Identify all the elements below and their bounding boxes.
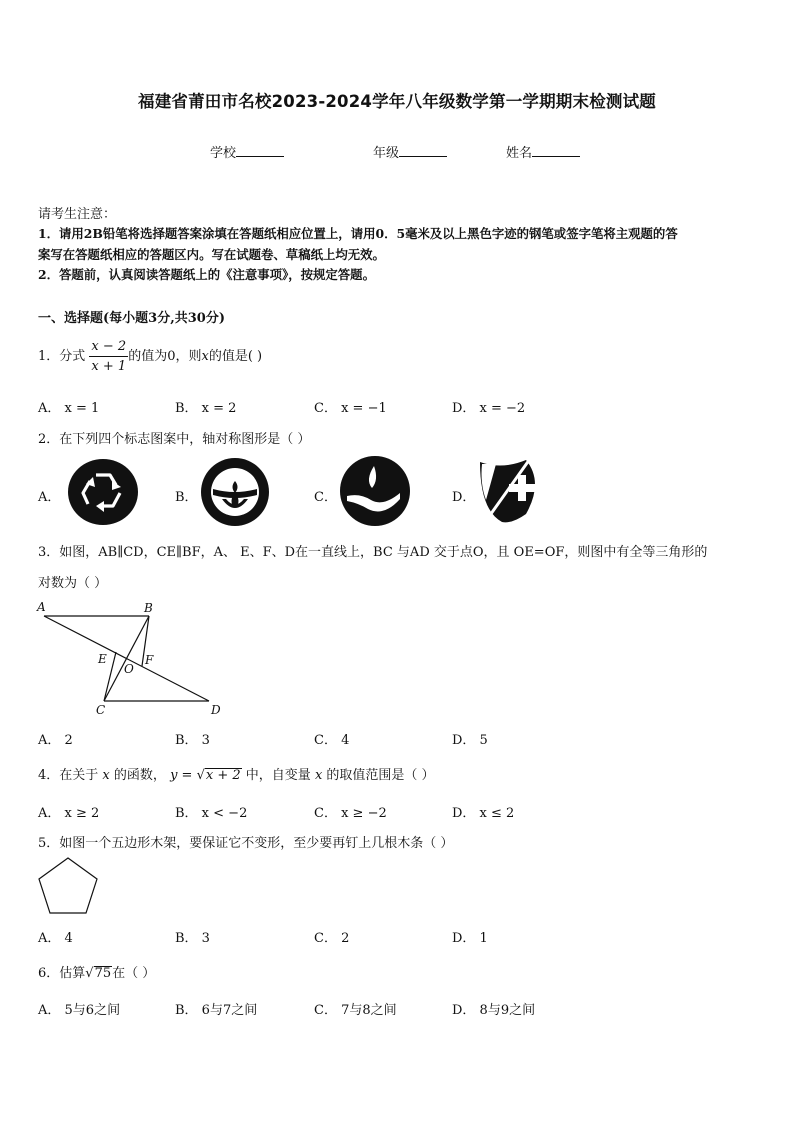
q6-suffix: 在（ ） — [112, 966, 156, 981]
medical-cross-logo-icon — [474, 456, 546, 526]
point-d-label: D — [211, 703, 221, 717]
emblem-logo-icon — [200, 457, 270, 527]
q4-option-c: C． x ≥ −2 — [314, 806, 387, 821]
q6-radicand: 75 — [94, 966, 112, 981]
q3-option-a: A． 2 — [38, 733, 73, 748]
question-4-stem — [38, 764, 435, 783]
q6-option-d: D． 8与9之间 — [452, 1003, 536, 1018]
q3-option-b: B． 3 — [175, 733, 210, 748]
notice-heading: 请考生注意： — [38, 207, 117, 222]
notice-item-1-line-1: 1．请用2B铅笔将选择题答案涂填在答题纸相应位置上，请用0．5毫米及以上黑色字迹的钢笔或签字笔将主观题的答 — [38, 226, 678, 241]
q6-option-a: A． 5与6之间 — [38, 1003, 121, 1018]
q4-option-a: A． x ≥ 2 — [38, 806, 100, 821]
q1-suffix-b: 的值是( ) — [208, 349, 263, 364]
school-label: 学校 — [210, 146, 237, 161]
q5-option-c: C． 2 — [314, 931, 350, 946]
q1-option-a: A． x = 1 — [38, 401, 100, 416]
sqrt-sign-icon: √ — [196, 768, 205, 783]
grade-label: 年级 — [373, 146, 400, 161]
q4-function-lhs: y = — [170, 768, 193, 783]
q4-suffix-b: 的取值范围是（ ） — [326, 768, 435, 783]
fraction-denominator: x + 1 — [91, 359, 127, 374]
q6-option-b: B． 6与7之间 — [175, 1003, 258, 1018]
q3-option-d: D． 5 — [452, 733, 488, 748]
name-field — [506, 142, 580, 161]
q6-prefix: 6．估算 — [38, 966, 86, 981]
recycle-logo-icon — [66, 457, 140, 527]
q4-radicand: x + 2 — [205, 768, 241, 783]
q4-var-2: x — [314, 768, 323, 783]
sqrt-sign-icon: √ — [85, 966, 94, 981]
point-f-label: F — [145, 653, 154, 667]
pentagon-figure — [36, 855, 100, 917]
q1-var: x — [201, 349, 209, 364]
fraction-numerator: x − 2 — [89, 338, 128, 357]
question-2-stem: 2．在下列四个标志图案中，轴对称图形是（ ） — [38, 432, 311, 447]
q4-option-b: B． x < −2 — [175, 806, 248, 821]
question-3-stem-line-1: 3．如图，AB∥CD，CE∥BF，A、 E、F、D在一直线上，BC 与AD 交于点O，且 OE=OF，则图中有全等三角形的 — [38, 545, 708, 560]
question-3-stem-line-2: 对数为（ ） — [38, 576, 108, 591]
q5-option-b: B． 3 — [175, 931, 210, 946]
point-c-label: C — [96, 703, 106, 717]
point-e-label: E — [98, 652, 107, 666]
q4-var: x — [102, 768, 110, 783]
school-field — [210, 142, 284, 161]
section-heading: 一、选择题(每小题3分,共30分) — [38, 311, 225, 326]
q1-prefix: 1．分式 — [38, 349, 86, 364]
school-blank — [236, 144, 284, 157]
q1-suffix-a: 的值为0，则 — [128, 349, 202, 364]
point-b-label: B — [144, 601, 153, 615]
page-title: 福建省莆田市名校2023-2024学年八年级数学第一学期期末检测试题 — [138, 92, 656, 111]
point-o-label: O — [124, 662, 134, 676]
q2-label-a: A． — [38, 490, 61, 505]
q2-label-c: C． — [314, 490, 337, 505]
question-6-stem — [38, 962, 155, 981]
notice-item-1-line-2: 案写在答题纸相应的答题区内。写在试题卷、草稿纸上均无效。 — [38, 247, 385, 262]
notice-item-2: 2．答题前，认真阅读答题纸上的《注意事项》，按规定答题。 — [38, 267, 375, 282]
point-a-label: A — [37, 600, 46, 614]
question-5-stem: 5．如图一个五边形木架，要保证它不变形，至少要再钉上几根木条（ ） — [38, 836, 454, 851]
q5-option-d: D． 1 — [452, 931, 488, 946]
grade-blank — [399, 144, 447, 157]
fraction — [89, 338, 128, 375]
name-label: 姓名 — [506, 146, 533, 161]
q4-suffix-a: 中，自变量 — [245, 768, 311, 783]
q5-option-a: A． 4 — [38, 931, 73, 946]
name-blank — [532, 144, 580, 157]
q2-label-b: B． — [175, 490, 198, 505]
q2-label-d: D． — [452, 490, 476, 505]
q4-option-d: D． x ≤ 2 — [452, 806, 515, 821]
q4-middle: 的函数， — [113, 768, 166, 783]
q4-prefix: 4．在关于 — [38, 768, 99, 783]
q1-option-c: C． x = −1 — [314, 401, 387, 416]
question-1-stem — [38, 338, 262, 375]
q3-option-c: C． 4 — [314, 733, 350, 748]
q3-geometry-figure — [34, 598, 234, 720]
water-drop-logo-icon — [338, 455, 412, 527]
grade-field — [373, 142, 447, 161]
q6-option-c: C． 7与8之间 — [314, 1003, 397, 1018]
q1-option-b: B． x = 2 — [175, 401, 237, 416]
q1-option-d: D． x = −2 — [452, 401, 526, 416]
